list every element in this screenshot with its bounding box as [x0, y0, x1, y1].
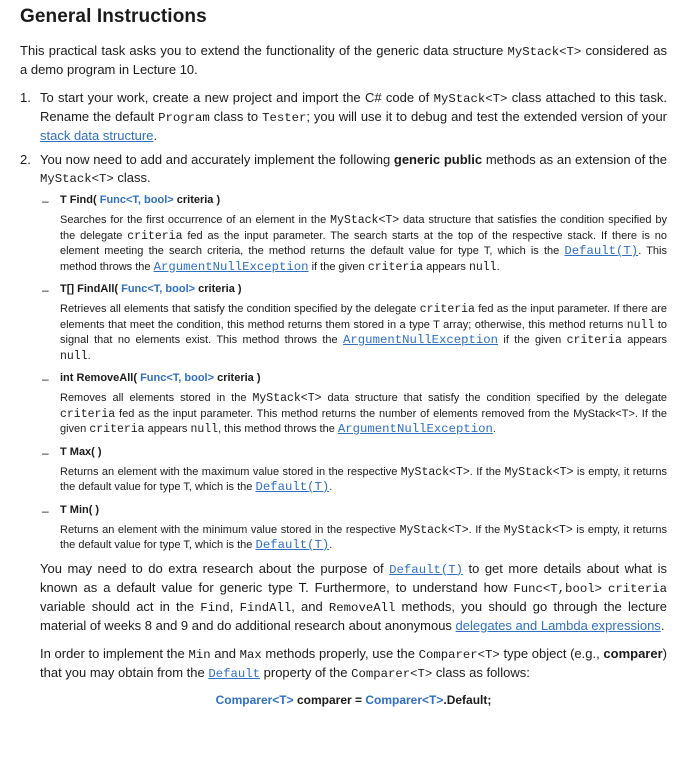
instruction-item-2: 2. You now need to add and accurately implement the following generic public methods as an extension of the MyStack<T> class. – T Find( Func<T, bool> criteria ) Searches for the first occurrence of an element in the MyStack<T> data structure that satisfies the condition specified by the delegate criteria fed as the input parameter. The search starts at the top of the respective stack. If there is no element meeting the search criteria, the method returns the default value for type T, which is the Default(T). This method throws the ArgumentNullException if the given criteria appears null. – T[] FindAll( Func<T, bool> criteria ) Retrieves all elements that satisfy the condition specified by the delegate criteria fed as the input parameter. If there are elements that meet the condition, this method returns them stored in a type T array; otherwise, this method returns null to signal that no elements exist. This method throws the ArgumentNullException if the given criteria appears null. – int RemoveAll( Func<T, bool> criteria ) Removes all elements stored in the MyStack<T> data structure that satisfy the condition specified by the delegate criteria fed as the input parameter. This method returns the number of elements removed from the MyStack<T>. If the given criteria appears null, this method throws the ArgumentNullException. – T Max( ) Returns an element with the maximum value stored in the respective MyStack<T>. If the MyStack<T> is empty, it returns the default value for type T, which is the Default(T). – T Min( ) Returns an element with the minimum value stored in the respective MyStack<T>. If the MyStack<T> is empty, it returns the default value for type T, which is the Default(T). [20, 152, 668, 552]
method-description: Retrieves all elements that satisfy the condition specified by the delegate criteria fed as the input parameter. If there are elements that meet the condition, this method returns them stored in a type T array; otherwise, this method returns null to signal that no elements exist. This method throws the ArgumentNullException if the given criteria appears null. [60, 303, 668, 363]
default-property-link[interactable]: Default [208, 666, 261, 681]
method-signature: T[] FindAll( Func<T, bool> criteria ) [60, 283, 242, 295]
argument-null-exception-link[interactable]: ArgumentNullException [337, 422, 493, 436]
method-findall: – T[] FindAll( Func<T, bool> criteria ) Retrieves all elements that satisfy the condition specified by the delegate criteria fed as the input parameter. If there are elements that meet the condition, this method returns them stored in a type T array; otherwise, this method returns null to signal that no elements exist. This method throws the ArgumentNullException if the given criteria appears null. [42, 283, 668, 363]
default-t-link[interactable]: Default(T) [255, 480, 330, 494]
method-description: Removes all elements stored in the MyStack<T> data structure that satisfy the condition specified by the delegate criteria fed as the input parameter. This method returns the number of elements removed from the MyStack<T>. If the given criteria appears null, this method throws the ArgumentNullException. [60, 392, 667, 436]
method-signature: int RemoveAll( Func<T, bool> criteria ) [60, 372, 261, 384]
method-find: – T Find( Func<T, bool> criteria ) Searches for the first occurrence of an element in the MyStack<T> data structure that satisfies the condition specified by the delegate criteria fed as the input parameter. The search starts at the top of the respective stack. If there is no element meeting the search criteria, the method returns the default value for type T, which is the Default(T). This method throws the ArgumentNullException if the given criteria appears null. [42, 194, 667, 274]
default-t-link[interactable]: Default(T) [255, 538, 330, 552]
method-signature: T Find( Func<T, bool> criteria ) [60, 194, 221, 206]
page-title: General Instructions [20, 6, 207, 27]
code-example: Comparer<T> comparer = Comparer<T>.Default; [215, 692, 492, 707]
method-min: – T Min( ) Returns an element with the minimum value stored in the respective MyStack<T>. If the MyStack<T> is empty, it returns the default value for type T, which is the Default(T). [42, 503, 667, 552]
method-signature: T Max( ) [60, 445, 102, 458]
instruction-list [20, 89, 667, 554]
method-description: Returns an element with the maximum value stored in the respective MyStack<T>. If the MyStack<T> is empty, it returns the default value for type T, which is the Default(T). [60, 465, 667, 494]
default-t-link[interactable]: Default(T) [564, 244, 639, 258]
method-description: Returns an element with the minimum value stored in the respective MyStack<T>. If the MyStack<T> is empty, it returns the default value for type T, which is the Default(T). [60, 523, 667, 552]
method-max: – T Max( ) Returns an element with the maximum value stored in the respective MyStack<T>. If the MyStack<T> is empty, it returns the default value for type T, which is the Default(T). [42, 445, 667, 494]
delegates-lambda-link[interactable]: delegates and Lambda expressions [455, 617, 661, 633]
method-list [40, 192, 667, 554]
method-removeall: – int RemoveAll( Func<T, bool> criteria ) Removes all elements stored in the MyStack<T> data structure that satisfy the condition specified by the delegate criteria fed as the input parameter. This method returns the number of elements removed from the MyStack<T>. If the given criteria appears null, this method throws the ArgumentNullException. [42, 372, 667, 436]
argument-null-exception-link[interactable]: ArgumentNullException [343, 333, 499, 347]
default-t-link[interactable]: Default(T) [389, 562, 463, 577]
minmax-paragraph: In order to implement the Min and Max methods properly, use the Comparer<T> type object (e.g., comparer) that you may obtain from the Default property of the Comparer<T> class as follows: [40, 645, 667, 681]
intro-paragraph: This practical task asks you to extend the functionality of the generic data structure MyStack<T> considered as a demo program in Lecture 10. [20, 43, 667, 77]
argument-null-exception-link[interactable]: ArgumentNullException [153, 259, 309, 274]
stack-data-structure-link[interactable]: stack data structure [40, 128, 154, 143]
method-signature: T Min( ) [60, 503, 100, 516]
additional-notes [20, 560, 667, 683]
research-paragraph: You may need to do extra research about the purpose of Default(T) to get more details about what is known as a default value for generic type T. Furthermore, to understand how Func<T,bool> criteria variable should act in the Find, FindAll, and RemoveAll methods, you should go through the lecture material of weeks 8 and 9 and do additional research about anonymous delegates and Lambda expressions. [40, 560, 667, 633]
instruction-item-1: 1. To start your work, create a new project and import the C# code of MyStack<T> class attached to this task. Rename the default Program class to Tester; you will use it to debug and test the extended version of your stack data structure. [20, 90, 668, 143]
method-description: Searches for the first occurrence of an element in the MyStack<T> data structure that satisfies the condition specified by the delegate criteria fed as the input parameter. The search starts at the top of the respective stack. If there is no element meeting the search criteria, the method returns the default value for type T, which is the Default(T). This method throws the ArgumentNullException if the given criteria appears null. [60, 214, 667, 274]
